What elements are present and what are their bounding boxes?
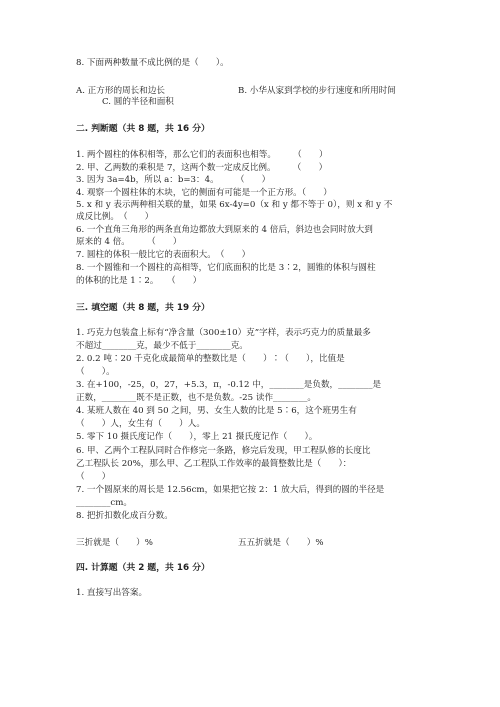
- judge-line-8: 8. 一个圆锥和一个圆柱的高相等，它们底面积的比是 3∶2，圆锥的体积与圆柱: [76, 263, 376, 273]
- fill-line-1: 1. 巧克力包装盒上标有“净含量（300±10）克”字样，表示巧克力的质量最多: [76, 328, 371, 338]
- judge-line-5-cont: 成反比例。 （ ）: [76, 212, 154, 222]
- fill-line-2-cont: （ ）。: [76, 367, 115, 377]
- judge-line-4: 4. 观察一个圆柱体的木块，它的侧面有可能是一个正方形。（ ）: [76, 188, 332, 198]
- judge-line-6-cont: 原来的 4 倍。 （ ）: [76, 237, 182, 247]
- fill-line-3-cont: 正数，________既不是正数，也不是负数。-25 读作________。: [76, 393, 317, 403]
- fill-line-6-cont2: （ ）: [76, 472, 111, 482]
- fill-line-3: 3. 在+100，-25，0，27，+5.3，π，-0.12 中，________是负数，________是: [76, 380, 382, 390]
- judge-line-7: 7. 圆柱的体积一般比它的表面积大。 （ ）: [76, 250, 251, 260]
- section-3-title: 三. 填空题（共 8 题，共 19 分）: [76, 303, 210, 313]
- judge-line-5: 5. x 和 y 表示两种相关联的量，如果 6x-4y=0（x 和 y 都不等于 0），则 x 和 y 不: [76, 200, 393, 210]
- fill-line-2: 2. 0.2 吨∶20 千克化成最简单的整数比是（ ）∶（ ），比值是: [76, 354, 345, 364]
- fill-line-1-cont: 不超过________克，最少不低于________克。: [76, 341, 248, 351]
- fill-line-8: 8. 把折扣数化成百分数。: [76, 511, 173, 521]
- question-8-option-a: A. 正方形的周长和边长: [76, 86, 166, 96]
- discount-right: 五五折就是（ ）%: [238, 538, 324, 548]
- question-8-option-b: B. 小华从家到学校的步行速度和所用时间: [238, 86, 396, 96]
- fill-line-4-cont: （ ）人，女生有（ ）人。: [76, 419, 205, 429]
- section-4-title: 四. 计算题（共 2 题，共 16 分）: [76, 563, 210, 573]
- question-8-stem: 8. 下面两种数量不成比例的是（ ）。: [76, 58, 229, 68]
- judge-line-8-cont: 的体积的比是 1∶2。 （ ）: [76, 276, 202, 286]
- discount-left: 三折就是（ ）%: [76, 538, 153, 548]
- fill-line-7-cont: ________cm。: [76, 498, 132, 508]
- fill-line-6-cont: 乙工程队长 20%，那么甲、乙工程队工作效率的最简整数比是（ ）：: [76, 459, 352, 469]
- judge-line-2: 2. 甲、乙两数的乘积是 7，这两个数一定成反比例。 （ ）: [76, 163, 328, 173]
- question-8-option-c: C. 圆的半径和面积: [102, 97, 174, 107]
- fill-line-5: 5. 零下 10 摄氏度记作（ ），零上 21 摄氏度记作（ ）。: [76, 432, 318, 442]
- fill-line-7: 7. 一个圆原来的周长是 12.56cm，如果把它按 2：1 放大后，得到的圆的半径是: [76, 485, 385, 495]
- section-2-title: 二. 判断题（共 8 题，共 16 分）: [76, 124, 210, 134]
- judge-line-1: 1. 两个圆柱的体积相等，那么它们的表面积也相等。 （ ）: [76, 150, 328, 160]
- fill-line-4: 4. 某班人数在 40 到 50 之间，男、女生人数的比是 5∶6，这个班男生有: [76, 406, 357, 416]
- calc-question-1: 1. 直接写出答案。: [76, 588, 148, 598]
- judge-line-3: 3. 因为 3a=4b，所以 a：b=3：4。 （ ）: [76, 175, 271, 185]
- fill-line-6: 6. 甲、乙两个工程队同时合作修完一条路，修完后发现，甲工程队修的长度比: [76, 446, 371, 456]
- judge-line-6: 6. 一个直角三角形的两条直角边都放大到原来的 4 倍后，斜边也会同时放大到: [76, 225, 373, 235]
